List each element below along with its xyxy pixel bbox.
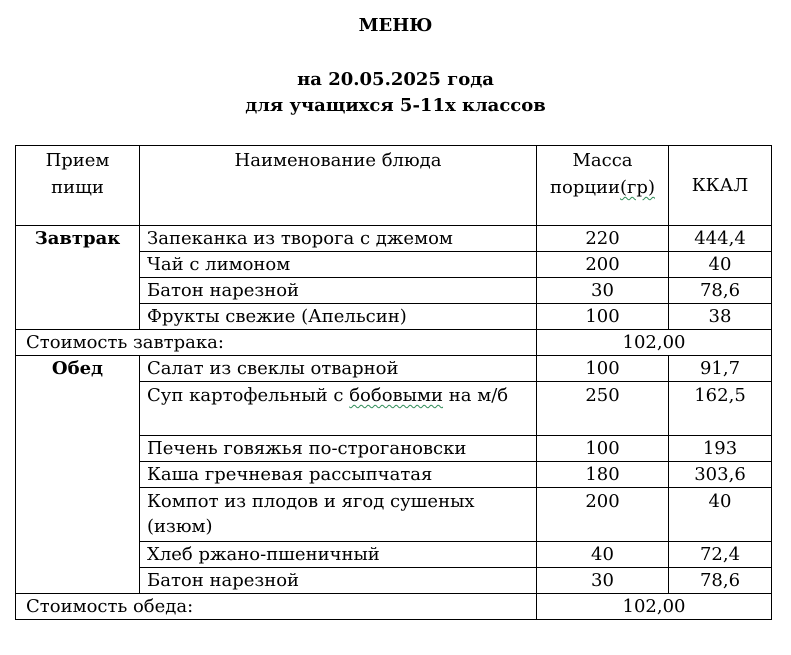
dish-kcal: 40: [669, 488, 772, 542]
dish-name: [140, 382, 537, 436]
header-dish: Наименование блюда: [140, 146, 537, 226]
dish-name: Батон нарезной: [140, 568, 537, 594]
dish-kcal: 78,6: [669, 278, 772, 304]
dish-mass: 30: [537, 568, 669, 594]
dish-name-part: на м/б: [443, 385, 509, 406]
dish-kcal: 162,5: [669, 382, 772, 436]
cost-label-lunch: Стоимость обеда:: [16, 594, 537, 620]
cost-row-lunch: [16, 594, 772, 620]
dish-mass: 250: [537, 382, 669, 436]
dish-mass: 180: [537, 462, 669, 488]
dish-name: Батон нарезной: [140, 278, 537, 304]
cost-value-breakfast: 102,00: [537, 330, 772, 356]
dish-kcal: 72,4: [669, 542, 772, 568]
dish-name: Запеканка из творога с джемом: [140, 226, 537, 252]
dish-kcal: 38: [669, 304, 772, 330]
dish-kcal: 40: [669, 252, 772, 278]
dish-name-part: бобовыми: [349, 385, 444, 406]
meal-label-lunch: Обед: [16, 356, 140, 594]
header-mass: [537, 146, 669, 226]
table-header-row: [16, 146, 772, 226]
dish-mass: 220: [537, 226, 669, 252]
menu-date: на 20.05.2025 года: [297, 69, 494, 90]
table-row: [16, 356, 772, 382]
dish-kcal: 91,7: [669, 356, 772, 382]
dish-mass: 100: [537, 436, 669, 462]
menu-audience: для учащихся 5-11х классов: [245, 95, 546, 116]
dish-mass: 200: [537, 488, 669, 542]
dish-kcal: 303,6: [669, 462, 772, 488]
header-mass-unit: (гр): [619, 177, 655, 198]
dish-mass: 40: [537, 542, 669, 568]
menu-table: [15, 145, 772, 620]
header-mass-line1: Масса: [572, 150, 633, 171]
cost-value-lunch: 102,00: [537, 594, 772, 620]
menu-title: МЕНЮ: [358, 15, 433, 36]
dish-name: Хлеб ржано-пшеничный: [140, 542, 537, 568]
dish-name: Фрукты свежие (Апельсин): [140, 304, 537, 330]
dish-kcal: 444,4: [669, 226, 772, 252]
cost-row-breakfast: [16, 330, 772, 356]
meal-label-breakfast: Завтрак: [16, 226, 140, 330]
table-row: [16, 226, 772, 252]
cost-label-breakfast: Стоимость завтрака:: [16, 330, 537, 356]
dish-mass: 100: [537, 356, 669, 382]
dish-mass: 30: [537, 278, 669, 304]
header-meal: Прием пищи: [16, 146, 140, 226]
dish-name-part: Суп картофельный с: [147, 385, 350, 406]
dish-kcal: 78,6: [669, 568, 772, 594]
dish-kcal: 193: [669, 436, 772, 462]
dish-mass: 200: [537, 252, 669, 278]
dish-name: Печень говяжья по-строгановски: [140, 436, 537, 462]
dish-name: Каша гречневая рассыпчатая: [140, 462, 537, 488]
dish-name: Салат из свеклы отварной: [140, 356, 537, 382]
header-mass-line2: порции: [550, 177, 620, 198]
header-kcal: ККАЛ: [669, 146, 772, 226]
dish-mass: 100: [537, 304, 669, 330]
dish-name: Компот из плодов и ягод сушеных (изюм): [140, 488, 537, 542]
dish-name: Чай с лимоном: [140, 252, 537, 278]
